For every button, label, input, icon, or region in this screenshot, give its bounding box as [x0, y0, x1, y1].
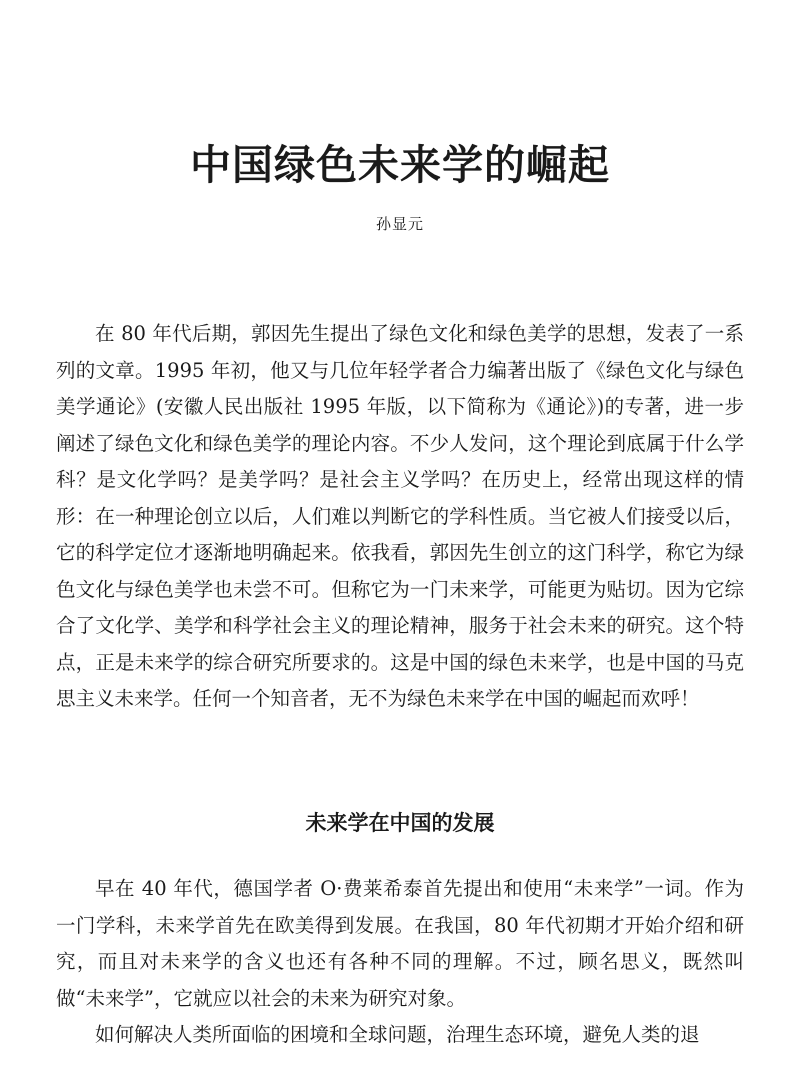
section-paragraph-1: 早在 40 年代，德国学者 O·费莱希泰首先提出和使用“未来学”一词。作为一门学科，未来学首先在欧美得到发展。在我国，80 年代初期才开始介绍和研究，而且对未来学的含义也还有各种不同的理解。不过，顾名思义，既然叫做“未来学”，它就应以社会的未来为研究对象。 — [56, 877, 744, 1010]
intro-paragraph: 在 80 年代后期，郭因先生提出了绿色文化和绿色美学的思想，发表了一系列的文章。1995 年初，他又与几位年轻学者合力编著出版了《绿色文化与绿色美学通论》(安徽人民出版社 1995 年版，以下简称为《通论》)的专著，进一步阐述了绿色文化和绿色美学的理论内容。不少人发问，这个理论到底属于什么学科？是文化学吗？是美学吗？是社会主义学吗？在历史上，经常出现这样的情形：在一种理论创立以后，人们难以判断它的学科性质。当它被人们接受以后，它的科学定位才逐渐地明确起来。依我看，郭因先生创立的这门科学，称它为绿色文化与绿色美学也未尝不可。但称它为一门未来学，可能更为贴切。因为它综合了文化学、美学和科学社会主义的理论精神，服务于社会未来的研究。这个特点，正是未来学的综合研究所要求的。这是中国的绿色未来学，也是中国的马克思主义未来学。任何一个知音者，无不为绿色未来学在中国的崛起而欢呼！ — [56, 322, 744, 710]
section-heading: 未来学在中国的发展 — [305, 811, 495, 835]
article-author: 孙显元 — [375, 215, 424, 233]
intro-section — [56, 316, 744, 718]
development-section — [56, 871, 744, 1054]
article-title: 中国绿色未来学的崛起 — [190, 141, 610, 189]
section-paragraph-2: 如何解决人类所面临的困境和全球问题，治理生态环境，避免人类的退 — [95, 1023, 700, 1046]
